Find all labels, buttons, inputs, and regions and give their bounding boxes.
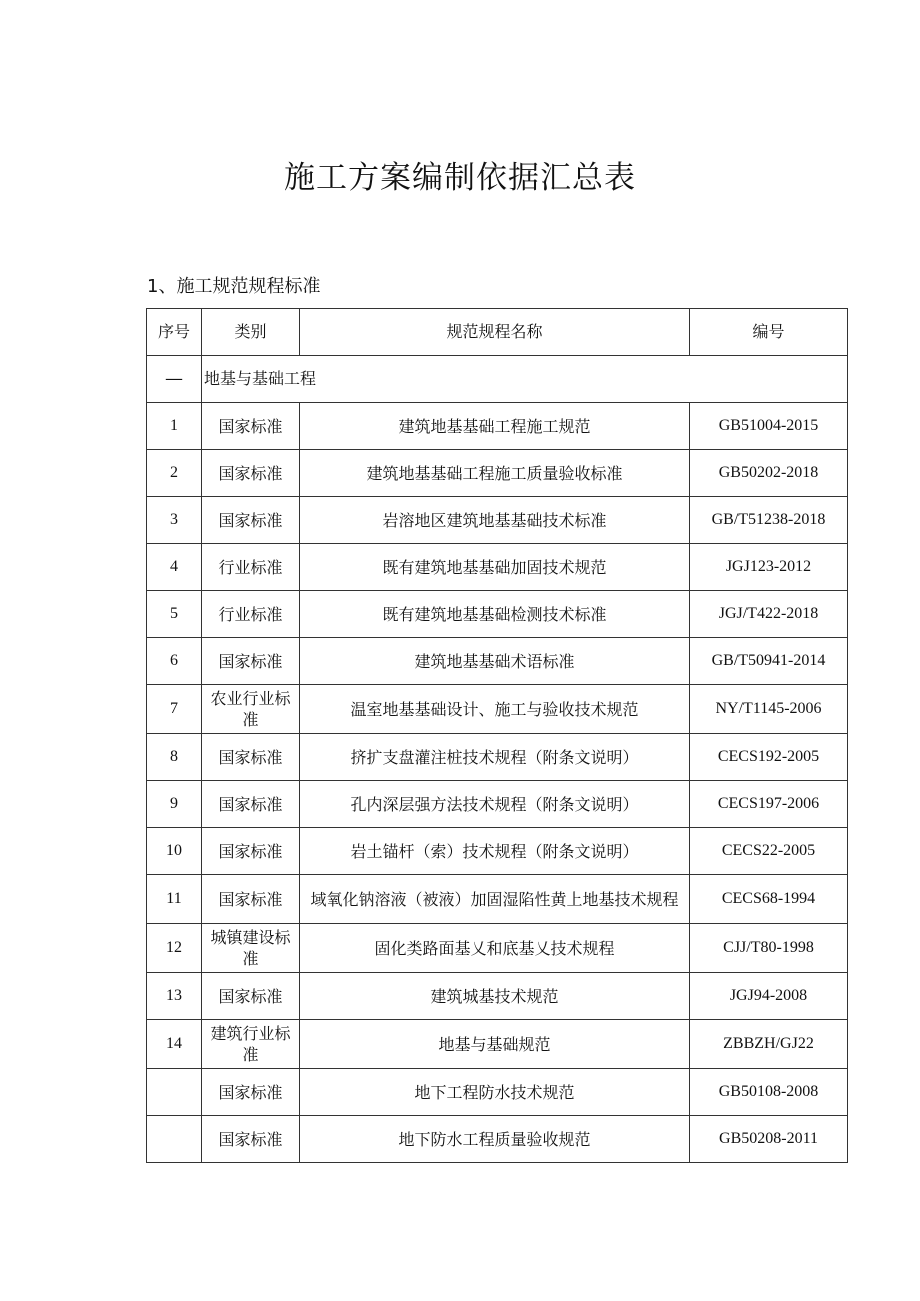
row-name: 地基与基础规范 bbox=[300, 1020, 690, 1069]
row-number bbox=[147, 1116, 202, 1163]
row-number: 8 bbox=[147, 734, 202, 781]
row-number: 14 bbox=[147, 1020, 202, 1069]
table-row bbox=[147, 544, 848, 591]
row-name: 地下工程防水技术规范 bbox=[300, 1069, 690, 1116]
row-code: CECS22-2005 bbox=[690, 828, 848, 875]
row-category: 行业标准 bbox=[202, 544, 300, 591]
header-code: 编号 bbox=[690, 309, 848, 356]
row-code: GB50202-2018 bbox=[690, 450, 848, 497]
group-number: — bbox=[147, 356, 202, 403]
row-code: GB51004-2015 bbox=[690, 403, 848, 450]
table-body bbox=[147, 356, 848, 1163]
row-code: CECS197-2006 bbox=[690, 781, 848, 828]
row-category: 农业行业标准 bbox=[202, 685, 300, 734]
table-row bbox=[147, 781, 848, 828]
row-category: 国家标准 bbox=[202, 734, 300, 781]
row-name: 建筑地基基础工程施工质量验收标准 bbox=[300, 450, 690, 497]
row-name: 建筑地基基础工程施工规范 bbox=[300, 403, 690, 450]
row-number: 10 bbox=[147, 828, 202, 875]
row-number: 3 bbox=[147, 497, 202, 544]
standards-table bbox=[146, 308, 848, 1163]
row-category: 国家标准 bbox=[202, 1116, 300, 1163]
row-number bbox=[147, 1069, 202, 1116]
row-code: CECS192-2005 bbox=[690, 734, 848, 781]
row-category: 国家标准 bbox=[202, 973, 300, 1020]
table-row bbox=[147, 685, 848, 734]
row-number: 7 bbox=[147, 685, 202, 734]
row-code: JGJ/T422-2018 bbox=[690, 591, 848, 638]
table-row bbox=[147, 450, 848, 497]
table-row bbox=[147, 638, 848, 685]
table-row bbox=[147, 973, 848, 1020]
row-name: 孔内深层强方法技术规程（附条文说明） bbox=[300, 781, 690, 828]
header-category: 类别 bbox=[202, 309, 300, 356]
group-label: 地基与基础工程 bbox=[202, 356, 848, 403]
row-code: JGJ123-2012 bbox=[690, 544, 848, 591]
row-category: 国家标准 bbox=[202, 781, 300, 828]
row-number: 6 bbox=[147, 638, 202, 685]
row-name: 温室地基基础设计、施工与验收技术规范 bbox=[300, 685, 690, 734]
row-category: 行业标准 bbox=[202, 591, 300, 638]
row-code: ZBBZH/GJ22 bbox=[690, 1020, 848, 1069]
header-row bbox=[147, 309, 848, 356]
table-row bbox=[147, 875, 848, 924]
row-code: GB50108-2008 bbox=[690, 1069, 848, 1116]
row-name: 挤扩支盘灌注桩技术规程（附条文说明） bbox=[300, 734, 690, 781]
row-code: GB/T51238-2018 bbox=[690, 497, 848, 544]
table-row bbox=[147, 828, 848, 875]
row-name: 建筑地基基础术语标准 bbox=[300, 638, 690, 685]
row-code: GB/T50941-2014 bbox=[690, 638, 848, 685]
row-category: 国家标准 bbox=[202, 450, 300, 497]
table-row bbox=[147, 497, 848, 544]
row-code: JGJ94-2008 bbox=[690, 973, 848, 1020]
section-heading: 1、施工规范规程标准 bbox=[147, 276, 321, 297]
table-row bbox=[147, 1069, 848, 1116]
group-row bbox=[147, 356, 848, 403]
row-category: 国家标准 bbox=[202, 403, 300, 450]
row-category: 建筑行业标准 bbox=[202, 1020, 300, 1069]
row-category: 国家标准 bbox=[202, 1069, 300, 1116]
row-number: 12 bbox=[147, 924, 202, 973]
row-name: 域氧化钠溶液（被液）加固湿陷性黄上地基技术规程 bbox=[300, 875, 690, 924]
table-row bbox=[147, 403, 848, 450]
row-category: 国家标准 bbox=[202, 875, 300, 924]
row-number: 4 bbox=[147, 544, 202, 591]
row-category: 国家标准 bbox=[202, 638, 300, 685]
row-number: 5 bbox=[147, 591, 202, 638]
row-name: 既有建筑地基基础加固技术规范 bbox=[300, 544, 690, 591]
row-code: GB50208-2011 bbox=[690, 1116, 848, 1163]
row-name: 既有建筑地基基础检测技术标准 bbox=[300, 591, 690, 638]
document-title: 施工方案编制依据汇总表 bbox=[284, 160, 636, 196]
row-code: CECS68-1994 bbox=[690, 875, 848, 924]
row-number: 1 bbox=[147, 403, 202, 450]
row-number: 9 bbox=[147, 781, 202, 828]
header-no: 序号 bbox=[147, 309, 202, 356]
table-row bbox=[147, 591, 848, 638]
table-row bbox=[147, 734, 848, 781]
header-name: 规范规程名称 bbox=[300, 309, 690, 356]
table-row bbox=[147, 1116, 848, 1163]
row-number: 2 bbox=[147, 450, 202, 497]
row-code: CJJ/T80-1998 bbox=[690, 924, 848, 973]
row-number: 13 bbox=[147, 973, 202, 1020]
row-category: 国家标准 bbox=[202, 497, 300, 544]
row-name: 固化类路面基乂和底基乂技术规程 bbox=[300, 924, 690, 973]
row-name: 建筑城基技术规范 bbox=[300, 973, 690, 1020]
row-name: 岩土锚杆（索）技术规程（附条文说明） bbox=[300, 828, 690, 875]
row-code: NY/T1145-2006 bbox=[690, 685, 848, 734]
row-name: 地下防水工程质量验收规范 bbox=[300, 1116, 690, 1163]
row-category: 城镇建设标准 bbox=[202, 924, 300, 973]
row-number: 11 bbox=[147, 875, 202, 924]
table-row bbox=[147, 924, 848, 973]
table-header bbox=[147, 309, 848, 356]
row-category: 国家标准 bbox=[202, 828, 300, 875]
table-row bbox=[147, 1020, 848, 1069]
row-name: 岩溶地区建筑地基基础技术标准 bbox=[300, 497, 690, 544]
